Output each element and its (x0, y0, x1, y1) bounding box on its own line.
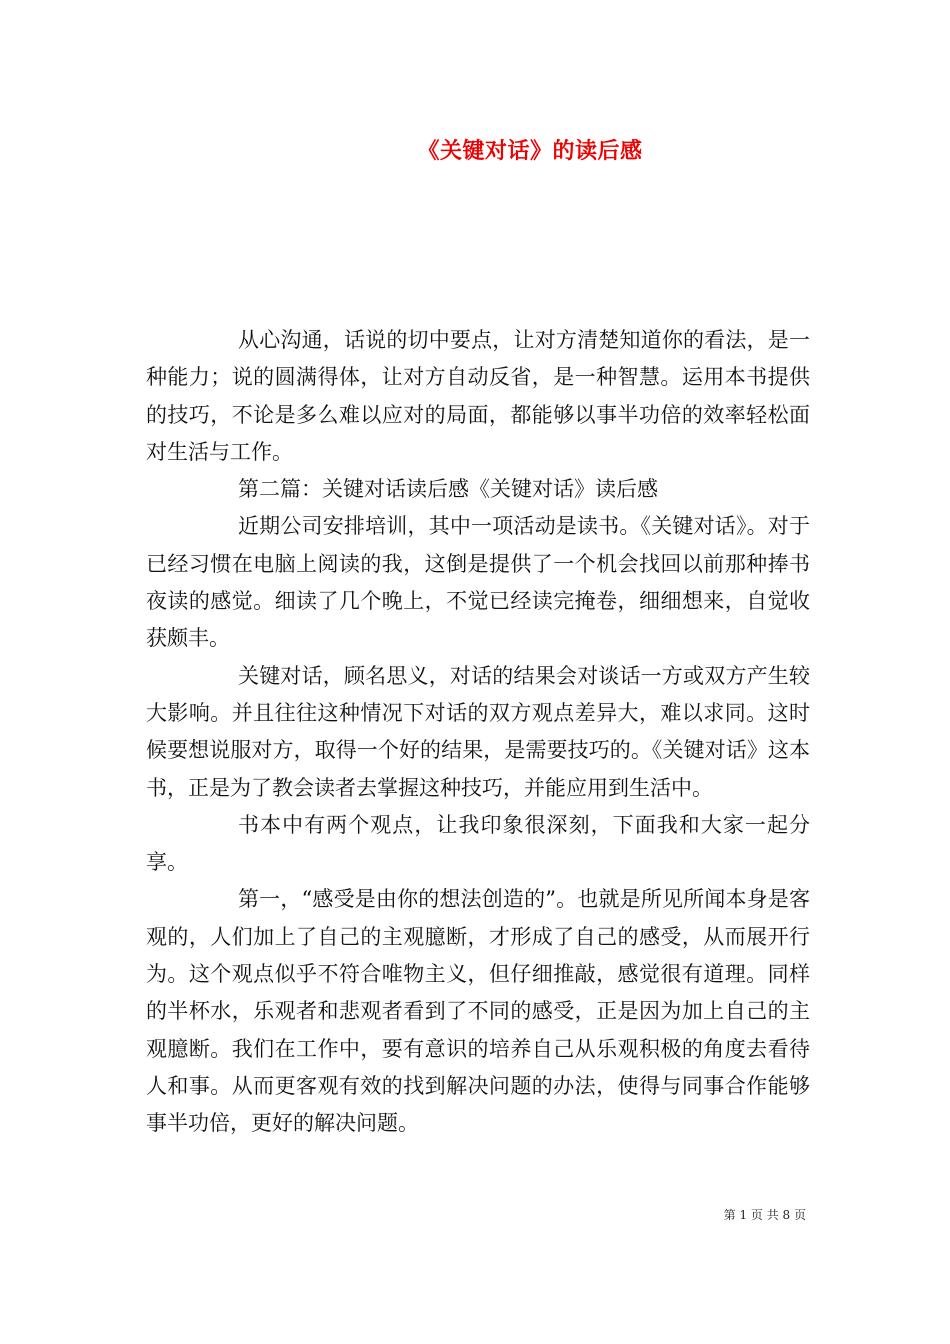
paragraph: 近期公司安排培训，其中一项活动是读书。《关键对话》。对于已经习惯在电脑上阅读的我，这倒是提供了一个机会找回以前那种捧书夜读的感觉。细读了几个晚上，不觉已经读完掩卷，细细想来，自觉收获颇丰。 (146, 514, 810, 651)
document-body (146, 322, 810, 1143)
paragraph: 第二篇：关键对话读后感《关键对话》读后感 (238, 477, 658, 502)
paragraph: 关键对话，顾名思义，对话的结果会对谈话一方或双方产生较大影响。并且往往这种情况下对话的双方观点差异大，难以求同。这时候要想说服对方，取得一个好的结果，是需要技巧的。《关键对话》这本书，正是为了教会读者去掌握这种技巧，并能应用到生活中。 (146, 663, 810, 800)
document-title: 《关键对话》的读后感 (417, 138, 643, 164)
paragraph: 书本中有两个观点，让我印象很深刻，下面我和大家一起分享。 (146, 812, 810, 875)
page-number-footer: 第 1 页 共 8 页 (723, 1208, 806, 1222)
paragraph: 第一，“感受是由你的想法创造的”。也就是所见所闻本身是客观的，人们加上了自己的主观臆断，才形成了自己的感受，从而展开行为。这个观点似乎不符合唯物主义，但仔细推敲，感觉很有道理。同样的半杯水，乐观者和悲观者看到了不同的感受，正是因为加上自己的主观臆断。我们在工作中，要有意识的培养自己从乐观积极的角度去看待人和事。从而更客观有效的找到解决问题的办法，使得与同事合作能够事半功倍，更好的解决问题。 (146, 887, 810, 1136)
paragraph: 从心沟通，话说的切中要点，让对方清楚知道你的看法，是一种能力；说的圆满得体，让对方自动反省，是一种智慧。运用本书提供的技巧，不论是多么难以应对的局面，都能够以事半功倍的效率轻松面对生活与工作。 (146, 328, 810, 464)
